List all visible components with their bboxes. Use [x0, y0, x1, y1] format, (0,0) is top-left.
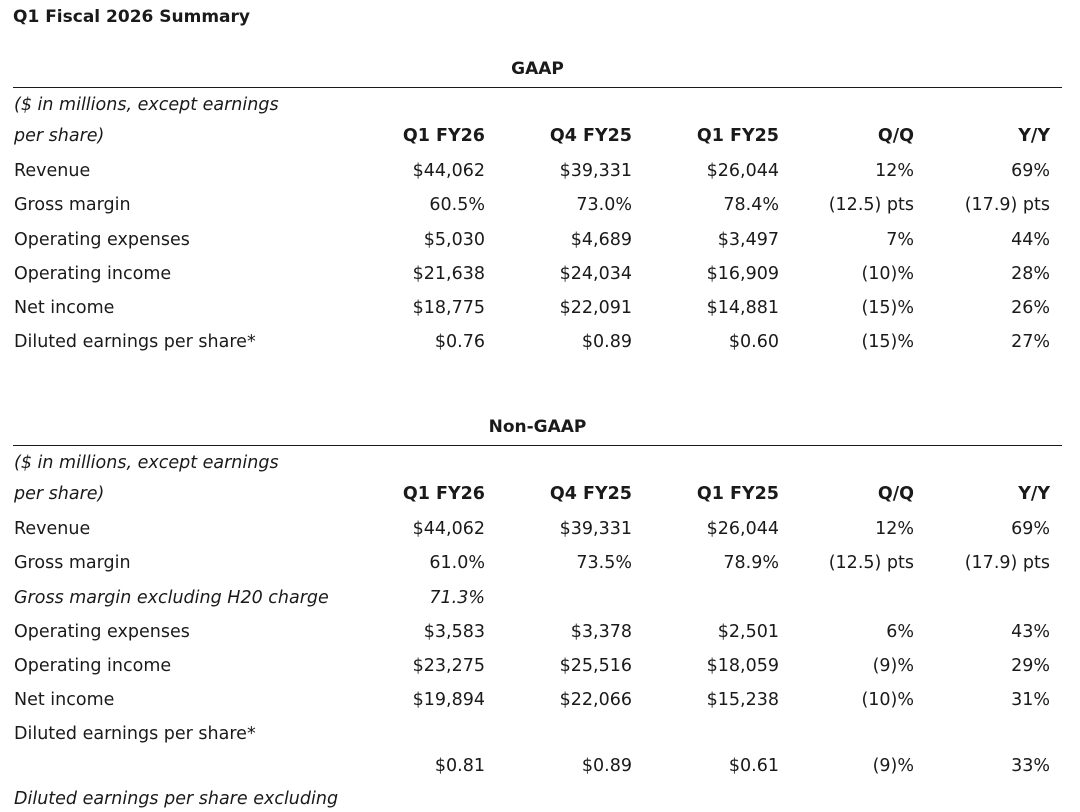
- gaap-note-row: [13, 92, 1062, 118]
- cell-q4fy25: $4,689: [570, 230, 632, 250]
- cell-q4fy25: $24,034: [559, 264, 632, 284]
- cell-qq: (9)%: [872, 656, 914, 676]
- cell-qq: 12%: [875, 519, 914, 539]
- cell-q4fy25: $3,378: [570, 622, 632, 642]
- row-label: Operating expenses: [14, 230, 190, 250]
- cell-yy: 28%: [1011, 264, 1050, 284]
- cell-q1fy26: $0.76: [434, 332, 485, 352]
- row-label: Operating income: [14, 264, 172, 284]
- cell-q1fy26: 71.3%: [429, 588, 485, 608]
- non-gaap-note-row: [13, 450, 1062, 476]
- table-row: [13, 619, 1062, 645]
- cell-q1fy26: $19,894: [412, 690, 485, 710]
- cell-qq: (15)%: [861, 298, 914, 318]
- cell-q4fy25: $22,091: [559, 298, 632, 318]
- gaap-heading: GAAP: [511, 59, 564, 79]
- cell-q1fy25: $16,909: [706, 264, 779, 284]
- row-label: Net income: [14, 298, 115, 318]
- row-label: Gross margin: [14, 195, 131, 215]
- gaap-col-q1fy25: Q1 FY25: [696, 126, 779, 146]
- cell-q1fy25: $18,059: [706, 656, 779, 676]
- cell-q1fy26: $44,062: [412, 161, 485, 181]
- table-row: [13, 261, 1062, 287]
- table-row: [13, 585, 1062, 611]
- table-row: [13, 516, 1062, 542]
- row-label: Net income: [14, 690, 115, 710]
- table-row: [13, 158, 1062, 184]
- cell-q1fy25: $2,501: [717, 622, 779, 642]
- table-row: [13, 227, 1062, 253]
- table-row: [13, 687, 1062, 713]
- cell-q4fy25: $22,066: [559, 690, 632, 710]
- page-title: Q1 Fiscal 2026 Summary: [13, 7, 250, 27]
- cell-q4fy25: $0.89: [581, 756, 632, 776]
- cell-q1fy26: $5,030: [423, 230, 485, 250]
- cell-q4fy25: 73.0%: [576, 195, 632, 215]
- cell-q4fy25: $39,331: [559, 519, 632, 539]
- cell-q1fy25: 78.9%: [723, 553, 779, 573]
- non-gaap-heading: Non-GAAP: [488, 417, 587, 437]
- cell-q1fy25: 78.4%: [723, 195, 779, 215]
- cell-q1fy26: $0.81: [434, 756, 485, 776]
- table-row: [13, 753, 1062, 779]
- cell-q1fy26: $18,775: [412, 298, 485, 318]
- row-label: Diluted earnings per share*: [14, 332, 256, 352]
- table-row: [13, 550, 1062, 576]
- cell-q1fy26: $44,062: [412, 519, 485, 539]
- cell-yy: 26%: [1011, 298, 1050, 318]
- cell-yy: 69%: [1011, 161, 1050, 181]
- cell-q1fy25: $15,238: [706, 690, 779, 710]
- cell-qq: 12%: [875, 161, 914, 181]
- cell-yy: 33%: [1011, 756, 1050, 776]
- table-row: [13, 721, 1062, 747]
- row-label: Operating expenses: [14, 622, 190, 642]
- table-row: [13, 653, 1062, 679]
- cell-yy: 69%: [1011, 519, 1050, 539]
- non-gaap-col-yy: Y/Y: [1018, 484, 1050, 504]
- row-label: Operating income: [14, 656, 172, 676]
- non-gaap-col-q4fy25: Q4 FY25: [549, 484, 632, 504]
- cell-q1fy25: $0.61: [728, 756, 779, 776]
- cell-qq: (9)%: [872, 756, 914, 776]
- cell-yy: 29%: [1011, 656, 1050, 676]
- cell-q1fy25: $3,497: [717, 230, 779, 250]
- cell-yy: (17.9) pts: [964, 195, 1050, 215]
- cell-q1fy26: $21,638: [412, 264, 485, 284]
- row-label: Revenue: [14, 519, 91, 539]
- non-gaap-col-q1fy26: Q1 FY26: [402, 484, 485, 504]
- cell-q1fy26: 61.0%: [429, 553, 485, 573]
- gaap-note-line1: ($ in millions, except earnings: [14, 95, 279, 115]
- cell-yy: (17.9) pts: [964, 553, 1050, 573]
- cell-qq: (10)%: [861, 690, 914, 710]
- cell-qq: (15)%: [861, 332, 914, 352]
- table-row: [13, 329, 1062, 355]
- table-row: [13, 786, 1062, 812]
- cell-q1fy25: $26,044: [706, 161, 779, 181]
- row-label: Gross margin: [14, 553, 131, 573]
- non-gaap-note-line1: ($ in millions, except earnings: [14, 453, 279, 473]
- row-label: Gross margin excluding H20 charge: [14, 588, 329, 608]
- cell-q1fy26: $3,583: [423, 622, 485, 642]
- non-gaap-header-row: [13, 481, 1062, 507]
- cell-yy: 43%: [1011, 622, 1050, 642]
- cell-q4fy25: $25,516: [559, 656, 632, 676]
- cell-q1fy25: $26,044: [706, 519, 779, 539]
- cell-yy: 31%: [1011, 690, 1050, 710]
- cell-qq: 7%: [886, 230, 914, 250]
- cell-qq: (10)%: [861, 264, 914, 284]
- row-label: Revenue: [14, 161, 91, 181]
- non-gaap-col-qq: Q/Q: [877, 484, 914, 504]
- cell-q1fy26: 60.5%: [429, 195, 485, 215]
- non-gaap-note-line2: per share): [14, 484, 105, 504]
- cell-yy: 44%: [1011, 230, 1050, 250]
- cell-q1fy26: $23,275: [412, 656, 485, 676]
- cell-q4fy25: $0.89: [581, 332, 632, 352]
- cell-yy: 27%: [1011, 332, 1050, 352]
- table-row: [13, 192, 1062, 218]
- gaap-col-q4fy25: Q4 FY25: [549, 126, 632, 146]
- gaap-col-qq: Q/Q: [877, 126, 914, 146]
- table-row: [13, 295, 1062, 321]
- cell-q4fy25: 73.5%: [576, 553, 632, 573]
- gaap-rule: [13, 87, 1062, 88]
- cell-qq: 6%: [886, 622, 914, 642]
- cell-qq: (12.5) pts: [828, 195, 914, 215]
- gaap-header-row: [13, 123, 1062, 149]
- cell-qq: (12.5) pts: [828, 553, 914, 573]
- cell-q4fy25: $39,331: [559, 161, 632, 181]
- row-label: Diluted earnings per share*: [14, 724, 256, 744]
- cell-q1fy25: $0.60: [728, 332, 779, 352]
- gaap-note-line2: per share): [14, 126, 105, 146]
- gaap-col-yy: Y/Y: [1018, 126, 1050, 146]
- non-gaap-col-q1fy25: Q1 FY25: [696, 484, 779, 504]
- row-label: Diluted earnings per share excluding: [14, 789, 339, 809]
- non-gaap-rule: [13, 445, 1062, 446]
- gaap-col-q1fy26: Q1 FY26: [402, 126, 485, 146]
- cell-q1fy25: $14,881: [706, 298, 779, 318]
